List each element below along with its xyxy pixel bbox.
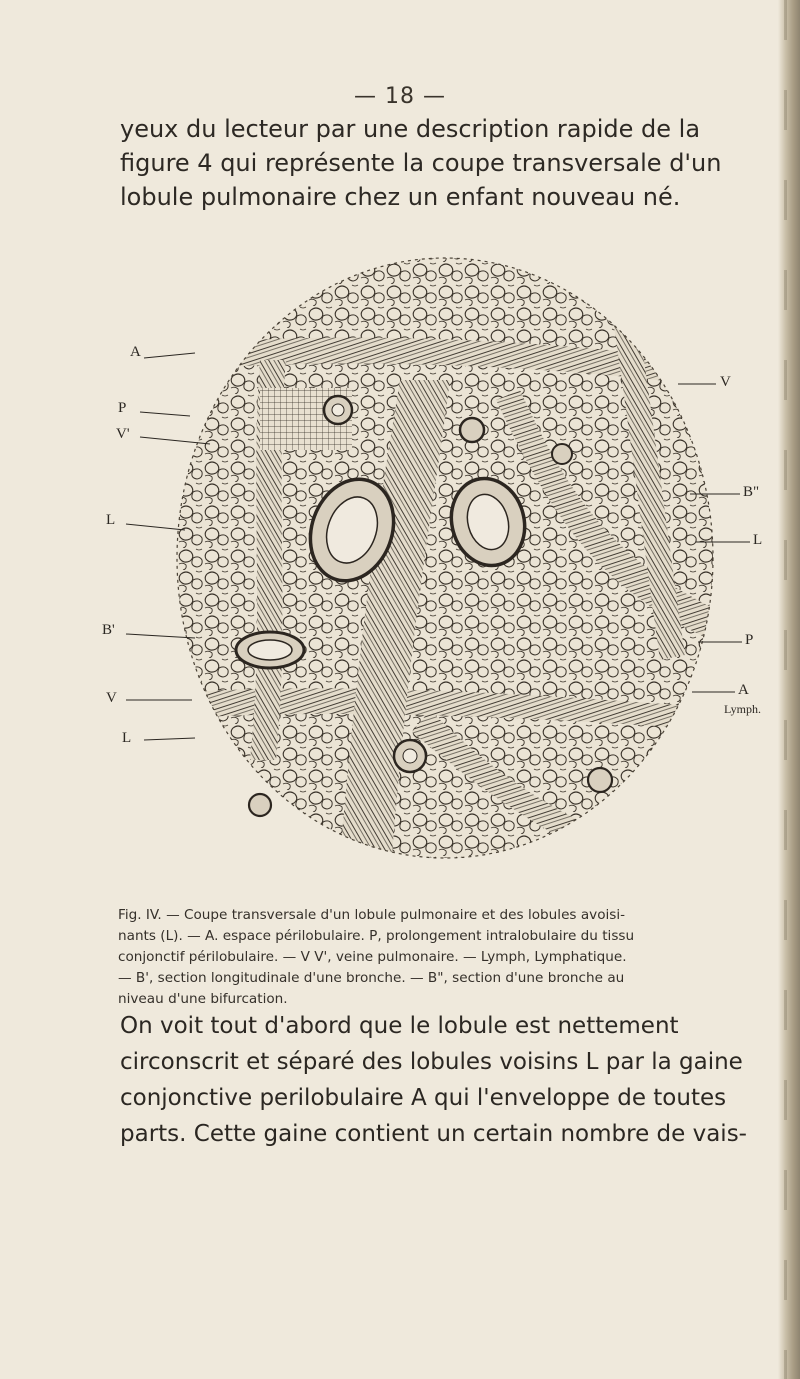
label-L-right: L [753, 532, 763, 548]
label-A-right: A [738, 682, 749, 698]
label-L-left-lower: L [122, 730, 132, 746]
body-line: circonscrit et séparé des lobules voisins L par la gaine [120, 1049, 743, 1075]
figure-caption [118, 905, 738, 1010]
caption-line: conjonctif périlobulaire. — V V', veine pulmonaire. — Lymph, Lymphatique. [118, 949, 627, 965]
body-line: On voit tout d'abord que le lobule est nettement [120, 1013, 679, 1039]
binding-edge [778, 0, 800, 1379]
caption-line: Fig. IV. — Coupe transversale d'un lobule pulmonaire et des lobules avoisi- [118, 907, 626, 923]
label-V-left: V [106, 690, 117, 706]
label-B-double-prime-right: B" [743, 484, 760, 500]
label-A-left: A [130, 344, 141, 360]
caption-line: — B', section longitudinale d'une bronche. — B", section d'une bronche au [118, 970, 625, 986]
caption-line: niveau d'une bifurcation. [118, 991, 288, 1007]
body-line: parts. Cette gaine contient un certain nombre de vais- [120, 1121, 747, 1147]
intro-line: yeux du lecteur par une description rapide de la [120, 115, 701, 143]
intro-line: lobule pulmonaire chez un enfant nouveau né. [120, 183, 681, 211]
lobule-illustration [100, 240, 780, 900]
body-paragraph [120, 1008, 747, 1152]
label-P-left: P [118, 400, 127, 416]
label-P-right: P [745, 632, 754, 648]
label-V-prime-left: V' [116, 426, 130, 442]
caption-line: nants (L). — A. espace périlobulaire. P, prolongement intralobulaire du tissu [118, 928, 635, 944]
body-line: conjonctive perilobulaire A qui l'enveloppe de toutes [120, 1085, 727, 1111]
intro-line: figure 4 qui représente la coupe transversale d'un [120, 149, 722, 177]
intro-paragraph [120, 112, 740, 214]
label-V-right: V [720, 374, 731, 390]
label-L-left-upper: L [106, 512, 116, 528]
figure-lung-lobule-section [100, 240, 780, 900]
label-B-prime-left: B' [102, 622, 115, 638]
label-lymph-right: Lymph. [724, 702, 762, 716]
page-number: — 18 — [354, 84, 446, 109]
